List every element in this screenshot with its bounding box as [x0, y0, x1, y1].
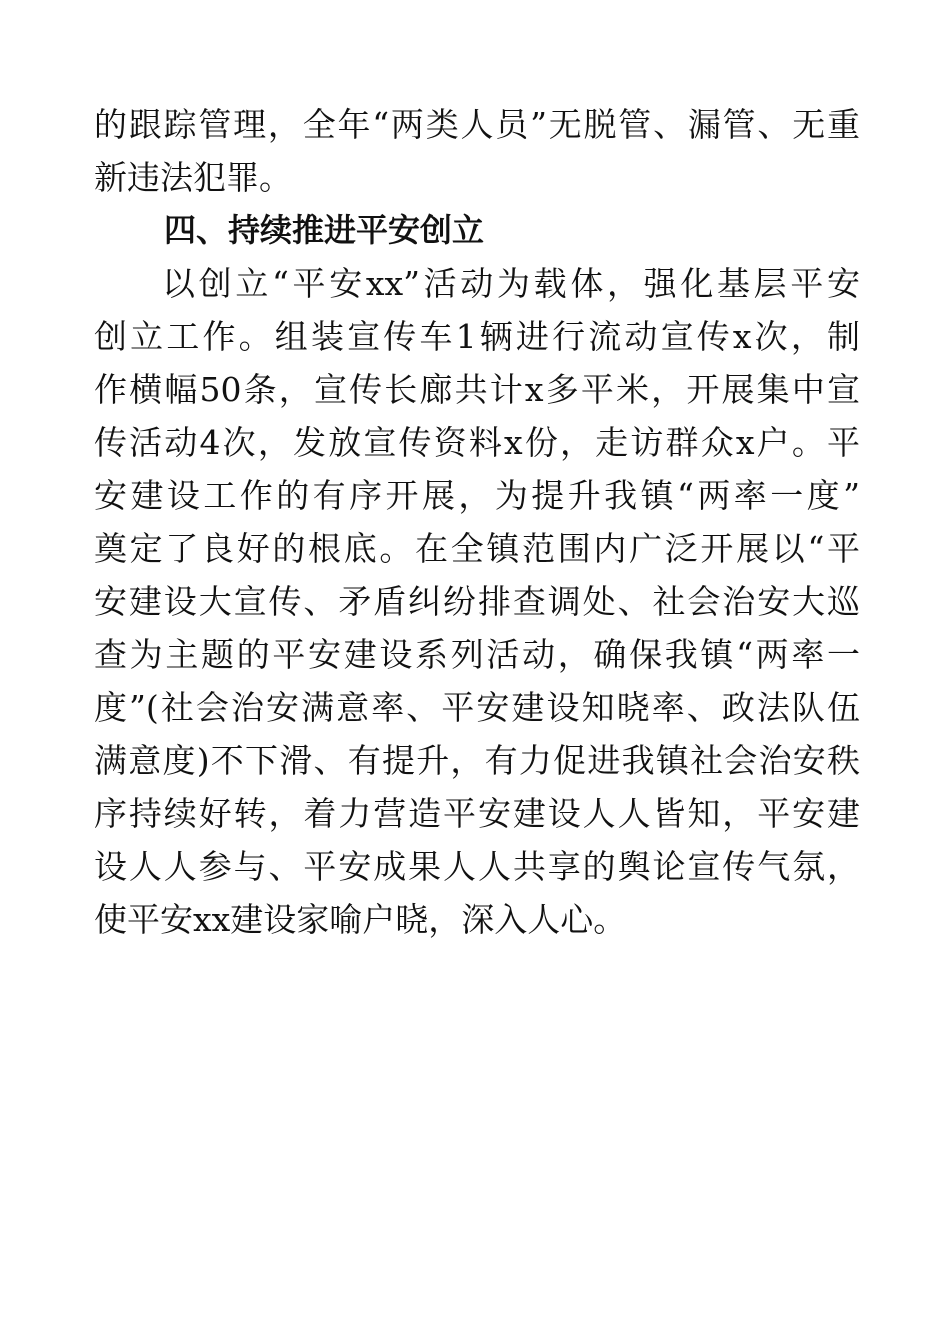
- paragraph-line: 设人人参与、平安成果人人共享的舆论宣传气氛，: [94, 847, 860, 886]
- paragraph-line: 奠定了良好的根底。在全镇范围内广泛开展以“平: [94, 529, 860, 568]
- paragraph-line: 创立工作。组装宣传车1辆进行流动宣传x次，制: [94, 317, 860, 356]
- document-body: [94, 98, 860, 946]
- paragraph-line: 序持续好转，着力营造平安建设人人皆知，平安建: [94, 794, 860, 833]
- paragraph-line: 安建设工作的有序开展，为提升我镇“两率一度”: [94, 476, 860, 515]
- paragraph-line: 作横幅50条，宣传长廊共计x多平米，开展集中宣: [94, 370, 860, 409]
- paragraph-line: 查为主题的平安建设系列活动，确保我镇“两率一: [94, 635, 860, 674]
- paragraph-line: 传活动4次，发放宣传资料x份，走访群众x户。平: [94, 423, 860, 462]
- paragraph-line: 新违法犯罪。: [94, 158, 292, 197]
- paragraph-line: 的跟踪管理，全年“两类人员”无脱管、漏管、无重: [94, 105, 860, 144]
- paragraph-line: 安建设大宣传、矛盾纠纷排查调处、社会治安大巡: [94, 582, 860, 621]
- paragraph-line: 以创立“平安xx”活动为载体，强化基层平安: [162, 264, 860, 303]
- section-heading: 四、持续推进平安创立: [164, 211, 485, 249]
- paragraph-line: 使平安xx建设家喻户晓，深入人心。: [94, 900, 627, 939]
- paragraph-line: 满意度)不下滑、有提升，有力促进我镇社会治安秩: [94, 741, 860, 780]
- paragraph-line: 度”(社会治安满意率、平安建设知晓率、政法队伍: [94, 688, 860, 727]
